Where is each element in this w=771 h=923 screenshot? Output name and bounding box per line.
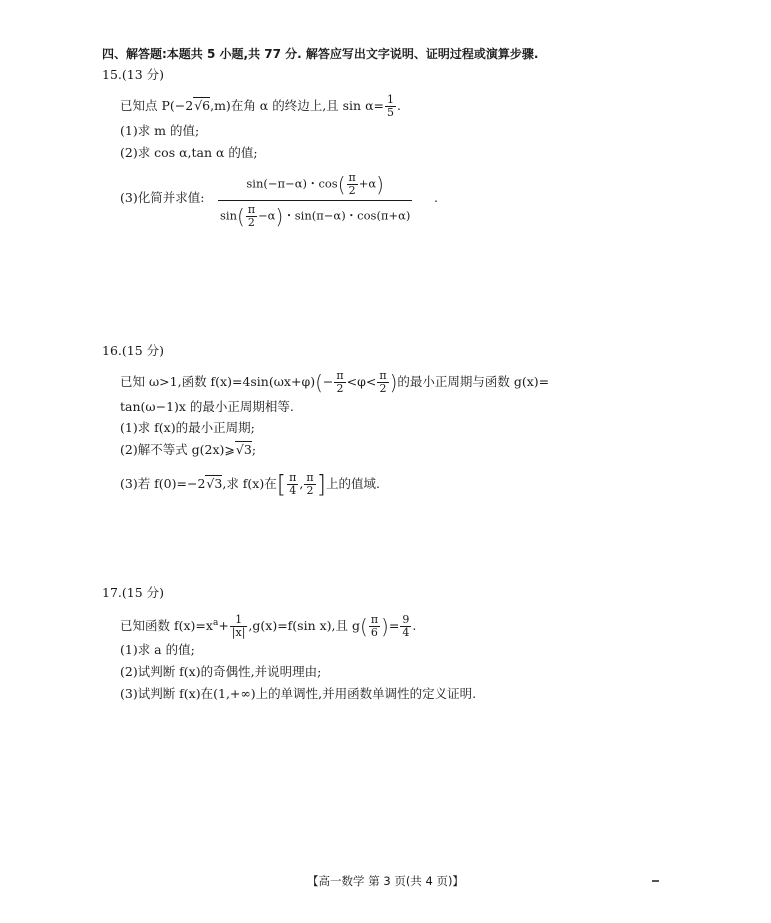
fraction-denominator: 2: [336, 382, 344, 395]
right-paren: ): [275, 204, 284, 229]
fraction-denominator: 6: [370, 626, 378, 639]
right-paren: ): [381, 614, 389, 639]
q17-number: 17.(15 分): [102, 585, 165, 600]
q17-part3: (3)试判断 f(x)在(1,+∞)上的单调性,并用函数单调性的定义证明.: [120, 686, 477, 701]
q16-number: 16.(15 分): [102, 343, 165, 358]
fraction-numerator: π: [289, 471, 297, 484]
q17-part1: (1)求 a 的值;: [120, 642, 195, 657]
numerator-text-a: sin(−π−α)・cos: [246, 176, 338, 191]
right-bracket: ]: [316, 470, 326, 499]
q16-part2-post: ;: [251, 442, 257, 457]
denominator-text-b: −α: [258, 208, 276, 223]
denominator-text-a: sin: [220, 208, 237, 223]
fraction-numerator: 9: [402, 613, 410, 626]
q16-stem-b: 的最小正周期与函数 g(x)=: [397, 374, 550, 389]
fraction-numerator: π: [370, 613, 379, 626]
fraction-denominator: 4: [402, 626, 410, 639]
fraction: [230, 614, 248, 639]
q17-stem-end: .: [412, 618, 417, 633]
q15-sqrt-value: 6: [202, 98, 211, 113]
expression-denominator: [218, 201, 412, 229]
fraction: [334, 370, 345, 395]
q17-stem-b: ,g(x)=f(sin x),且 g: [248, 618, 360, 633]
q16-part3-mid: ,求 f(x)在: [222, 476, 277, 491]
q17-plus: +: [218, 618, 229, 633]
q16-minus: −: [322, 374, 334, 389]
fraction: [377, 370, 388, 395]
fraction-numerator: π: [379, 369, 387, 382]
q15-part1: (1)求 m 的值;: [120, 123, 200, 138]
q16-part3-pre: (3)若 f(0)=−2: [120, 476, 206, 491]
fraction-numerator: π: [247, 203, 256, 216]
left-bracket: [: [276, 470, 287, 499]
right-paren: ): [389, 370, 398, 395]
sqrt-radicand: √6: [194, 98, 211, 113]
fraction-numerator: π: [306, 471, 314, 484]
q17-stem-a: 已知函数 f(x)=x: [120, 618, 213, 633]
fraction-denominator: 5: [387, 106, 394, 119]
q16-stem-line2: tan(ω−1)x 的最小正周期相等.: [120, 399, 294, 414]
sqrt-radicand: √3: [206, 476, 223, 491]
q16-part2-pre: (2)解不等式 g(2x)⩾: [120, 442, 235, 457]
q16-part3-sqrt-value: 3: [214, 476, 223, 491]
q16-stem-a: 已知 ω>1,函数 f(x)=4sin(ωx+φ): [120, 374, 316, 389]
q16-part2: [120, 442, 256, 458]
numerator-text-b: +α: [358, 176, 377, 191]
fraction: [400, 614, 411, 639]
fraction: [369, 614, 380, 639]
fraction-denominator: 4: [289, 484, 297, 497]
fraction-denominator: 2: [379, 382, 387, 395]
fraction-numerator: 1: [387, 93, 394, 106]
q16-inequality: <φ<: [346, 374, 377, 389]
q15-part2: (2)求 cos α,tan α 的值;: [120, 145, 258, 160]
q16-part2-sqrt-value: 3: [243, 442, 252, 457]
page-footer: 【高一数学 第 3 页(共 4 页)】: [307, 874, 464, 888]
left-paren: (: [315, 370, 323, 395]
fraction: [347, 172, 358, 197]
q15-part3-expression: [218, 172, 412, 229]
fraction-denominator: |x|: [231, 626, 246, 639]
q15-part3-end: .: [434, 190, 438, 205]
left-paren: (: [360, 614, 368, 639]
fraction-denominator: 2: [306, 484, 314, 497]
section-heading: 四、解答题:本题共 5 小题,共 77 分. 解答应写出文字说明、证明过程或演算步骤.: [102, 47, 539, 61]
q16-part3: [120, 472, 380, 497]
fraction: [287, 472, 298, 497]
q15-part3-label: (3)化简并求值:: [120, 190, 205, 205]
fraction-denominator: 2: [247, 216, 255, 229]
q16-part3-post: 上的值域.: [325, 476, 380, 491]
q16-part1: (1)求 f(x)的最小正周期;: [120, 420, 255, 435]
fraction-numerator: π: [336, 369, 344, 382]
q16-part3-comma: ,: [299, 476, 304, 491]
fraction-numerator: π: [348, 171, 356, 184]
left-paren: (: [337, 172, 346, 197]
sqrt-radicand: √3: [235, 442, 252, 457]
q15-stem: [120, 94, 401, 119]
fraction: [246, 204, 257, 229]
q17-equals: =: [388, 618, 400, 633]
corner-mark: [652, 880, 659, 882]
q17-part2: (2)试判断 f(x)的奇偶性,并说明理由;: [120, 664, 322, 679]
q15-stem-post: .: [397, 98, 401, 113]
q15-stem-mid: ,m)在角 α 的终边上,且 sin α=: [210, 98, 384, 113]
q17-stem: [120, 614, 416, 639]
denominator-text-c: ・sin(π−α)・cos(π+α): [283, 208, 411, 223]
q16-stem: [120, 370, 549, 395]
right-paren: ): [376, 172, 384, 197]
left-paren: (: [237, 204, 245, 229]
fraction: [304, 472, 315, 497]
fraction-denominator: 2: [348, 184, 356, 197]
fraction: [385, 94, 396, 119]
q15-number: 15.(13 分): [102, 67, 165, 82]
exponent: a: [212, 617, 219, 628]
expression-numerator: [218, 172, 412, 201]
q15-stem-pre: 已知点 P(−2: [120, 98, 194, 113]
fraction-numerator: 1: [230, 614, 248, 627]
